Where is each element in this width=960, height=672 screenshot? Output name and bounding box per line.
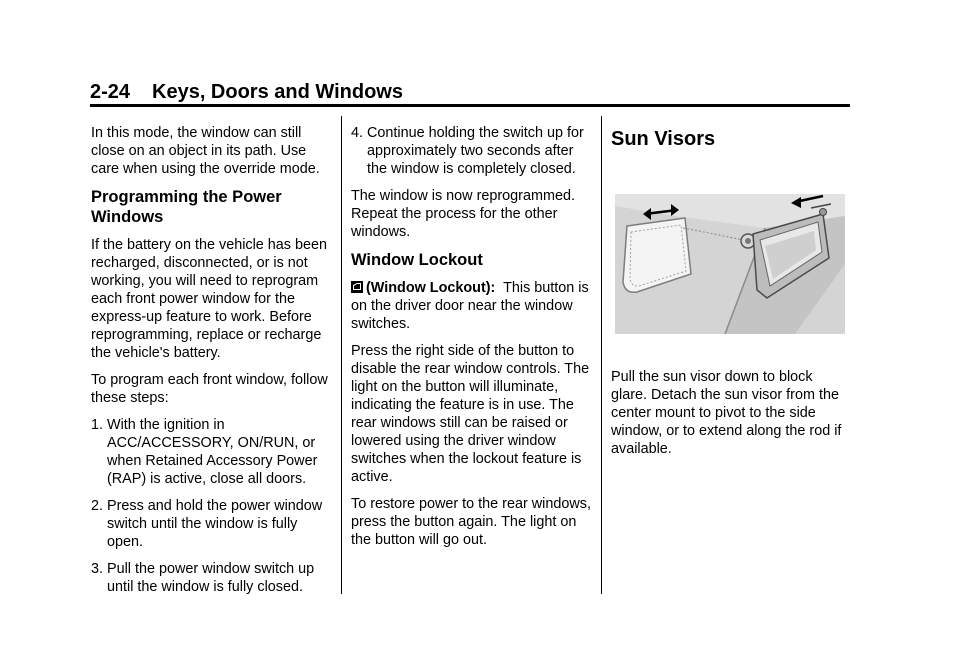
column-middle <box>351 124 591 558</box>
column-right <box>611 124 851 152</box>
step-2: 2. Press and hold the power window switch until the window is fully open. <box>91 498 323 550</box>
intro-paragraph: In this mode, the window can still close on an object in its path. Use care when using the override mode. <box>91 125 320 177</box>
press-right-side-paragraph: Press the right side of the button to disable the rear window controls. The light on the button will illuminate, indicating the feature is in use. The rear windows still can be raised or lowered using the driver window switches when the lockout feature is active. <box>351 343 590 485</box>
reprogrammed-paragraph: The window is now reprogrammed. Repeat the process for the other windows. <box>351 188 575 240</box>
section-heading-programming: Programming the Power Windows <box>91 188 282 226</box>
step-1: 1. With the ignition in ACC/ACCESSORY, ON/RUN, or when Retained Accessory Power (RAP) is active, close all doors. <box>91 417 318 487</box>
chapter-title: Keys, Doors and Windows <box>152 81 403 103</box>
sun-visor-illustration <box>615 194 845 334</box>
header-rule <box>90 104 850 107</box>
restore-power-paragraph: To restore power to the rear windows, press the button again. The light on the button will go out. <box>351 496 591 548</box>
lockout-label: (Window Lockout): <box>366 280 496 296</box>
window-lockout-icon <box>351 281 363 293</box>
section-heading-sun-visors: Sun Visors <box>611 128 716 150</box>
column-left <box>91 124 331 605</box>
sun-visor-text <box>611 368 851 458</box>
step-3: 3. Pull the power window switch up until the window is fully closed. <box>91 561 315 595</box>
page-number: 2-24 <box>90 81 131 103</box>
lockout-text: This button is on the driver door near the window switches. <box>351 280 589 332</box>
step-4: 4. Continue holding the switch up for approximately two seconds after the window is completely closed. <box>351 125 584 177</box>
program-intro-paragraph: To program each front window, follow these steps: <box>91 372 328 406</box>
section-heading-window-lockout: Window Lockout <box>351 251 483 269</box>
column-divider <box>341 116 342 594</box>
battery-paragraph: If the battery on the vehicle has been recharged, disconnected, or is not working, you will need to reprogram each front power window for the express-up feature to work. Before reprogramming, replace or recharge the vehicle's battery. <box>91 237 328 361</box>
column-divider <box>601 116 602 594</box>
lockout-paragraph <box>351 279 591 333</box>
page-header <box>90 80 850 104</box>
sun-visor-paragraph: Pull the sun visor down to block glare. Detach the sun visor from the center mount to pivot to the side window, or to extend along the rod if available. <box>611 369 842 457</box>
